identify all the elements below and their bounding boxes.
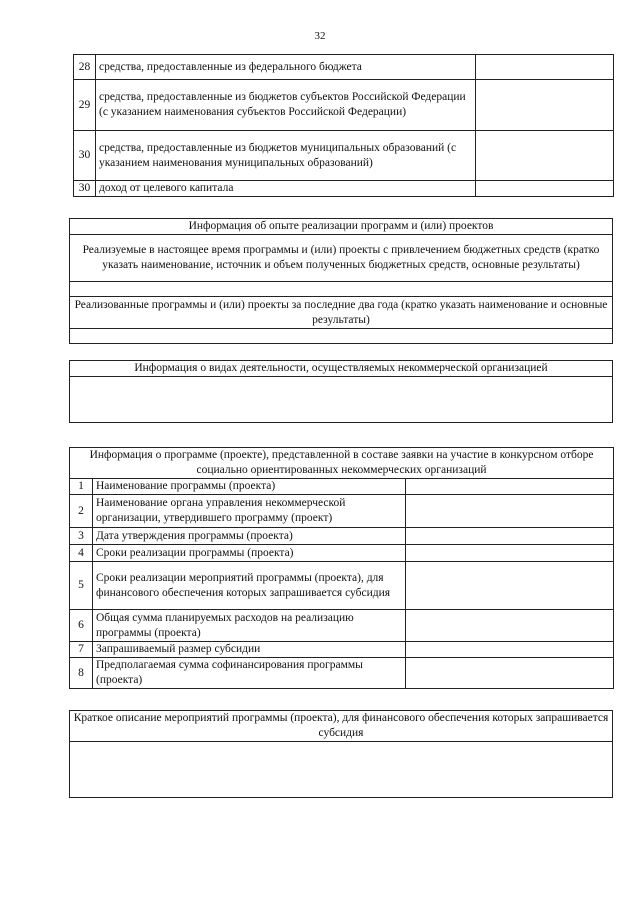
row-label: Сроки реализации программы (проекта) <box>93 545 406 562</box>
table-row <box>74 181 614 197</box>
program-info-title: Информация о программе (проекте), представленной в составе заявки на участие в конкурсном отборе социально ориентированных некоммерческих организаций <box>70 448 614 479</box>
funding-sources-table <box>73 54 614 197</box>
row-label: Сроки реализации мероприятий программы (проекта), для финансового обеспечения которых запрашивается субсидия <box>93 562 406 610</box>
row-number: 28 <box>74 55 96 80</box>
row-number: 1 <box>70 479 93 495</box>
row-label: средства, предоставленные из федерального бюджета <box>96 55 476 80</box>
page-number: 32 <box>314 30 326 42</box>
value-cell[interactable] <box>476 80 614 131</box>
past-programs-field[interactable] <box>70 329 613 344</box>
row-number: 30 <box>74 131 96 181</box>
row-label: средства, предоставленные из бюджетов муниципальных образований (с указанием наименования муниципальных образований) <box>96 131 476 181</box>
table-row <box>74 131 614 181</box>
value-cell[interactable] <box>406 642 614 658</box>
table-row <box>70 495 614 528</box>
value-cell[interactable] <box>476 181 614 197</box>
row-label: средства, предоставленные из бюджетов субъектов Российской Федерации (с указанием наименования субъектов Российской Федерации) <box>96 80 476 131</box>
value-cell[interactable] <box>406 658 614 689</box>
table-row <box>70 545 614 562</box>
row-label: Запрашиваемый размер субсидии <box>93 642 406 658</box>
value-cell[interactable] <box>406 610 614 642</box>
table-row <box>70 479 614 495</box>
row-label: Наименование органа управления некоммерческой организации, утвердившего программу (проект) <box>93 495 406 528</box>
row-number: 4 <box>70 545 93 562</box>
table-row <box>70 562 614 610</box>
table-row <box>70 642 614 658</box>
row-number: 7 <box>70 642 93 658</box>
row-number: 8 <box>70 658 93 689</box>
current-programs-field[interactable] <box>70 282 613 297</box>
current-programs-heading: Реализуемые в настоящее время программы и (или) проекты с привлечением бюджетных средств (кратко указать наименование, источник и объем полученных бюджетных средств, основные результаты) <box>70 235 613 282</box>
row-label: Наименование программы (проекта) <box>93 479 406 495</box>
experience-title: Информация об опыте реализации программ и (или) проектов <box>70 219 613 235</box>
row-label: Общая сумма планируемых расходов на реализацию программы (проекта) <box>93 610 406 642</box>
activities-field[interactable] <box>70 377 613 423</box>
row-number: 5 <box>70 562 93 610</box>
past-programs-heading: Реализованные программы и (или) проекты за последние два года (кратко указать наименование и основные результаты) <box>70 297 613 329</box>
row-label: доход от целевого капитала <box>96 181 476 197</box>
value-cell[interactable] <box>406 545 614 562</box>
row-label: Предполагаемая сумма софинансирования программы (проекта) <box>93 658 406 689</box>
description-table <box>69 710 613 798</box>
table-row <box>70 658 614 689</box>
row-number: 3 <box>70 528 93 545</box>
table-row <box>70 610 614 642</box>
value-cell[interactable] <box>406 528 614 545</box>
value-cell[interactable] <box>476 131 614 181</box>
activities-table <box>69 360 613 423</box>
row-label: Дата утверждения программы (проекта) <box>93 528 406 545</box>
activities-title: Информация о видах деятельности, осуществляемых некоммерческой организацией <box>70 361 613 377</box>
row-number: 29 <box>74 80 96 131</box>
experience-table <box>69 218 613 344</box>
value-cell[interactable] <box>406 495 614 528</box>
table-row <box>74 80 614 131</box>
row-number: 30 <box>74 181 96 197</box>
table-row <box>70 528 614 545</box>
value-cell[interactable] <box>476 55 614 80</box>
row-number: 6 <box>70 610 93 642</box>
table-row <box>74 55 614 80</box>
program-info-table <box>69 447 614 689</box>
row-number: 2 <box>70 495 93 528</box>
value-cell[interactable] <box>406 562 614 610</box>
value-cell[interactable] <box>406 479 614 495</box>
description-title: Краткое описание мероприятий программы (проекта), для финансового обеспечения которых запрашивается субсидия <box>70 711 613 742</box>
description-field[interactable] <box>70 742 613 798</box>
